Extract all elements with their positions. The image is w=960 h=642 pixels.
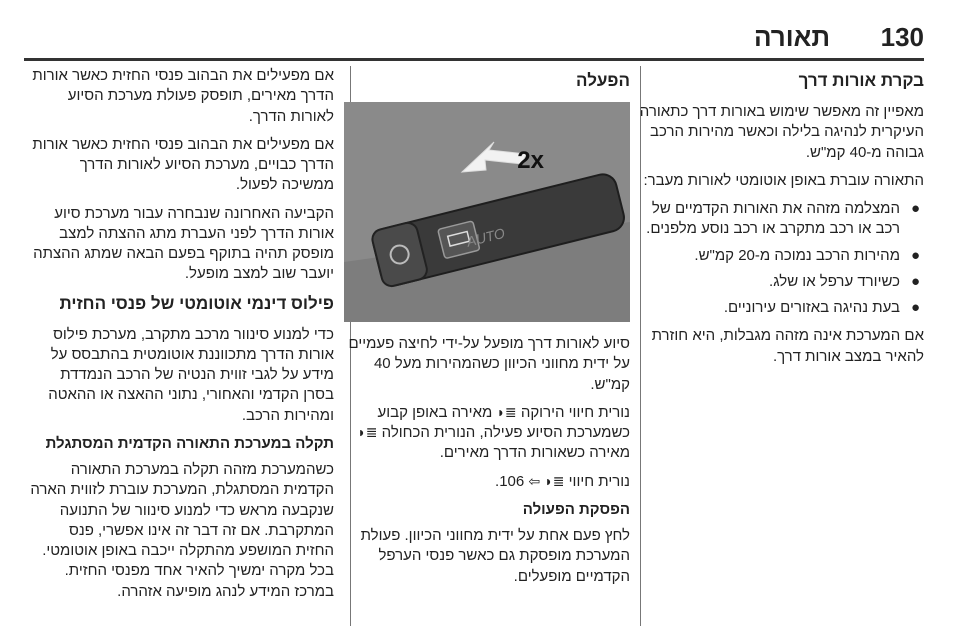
paragraph: לחץ פעם אחת על ידית מחווני הכיוון. פעולת המערכת מופסקת גם כאשר פנסי הערפל הקדמיים מופעלים.: [360, 527, 630, 585]
paragraph: נורית חיווי הירוקה ≣◗ מאירה באופן קבוע כשמערכת הסיוע פעילה, הנורית הכחולה ≣◗ מאירה כשאורות הדרך מאירים.: [357, 403, 630, 462]
lever-illustration: [344, 102, 630, 322]
section-title: תאורה: [753, 22, 830, 52]
bullet-icon: ●: [910, 246, 920, 264]
paragraph: אם המערכת אינה מזהה מגבלות, היא חוזרת להאיר במצב אורות דרך.: [651, 327, 924, 365]
heading-adaptive-light-fault: תקלה במערכת התאורה הקדמית המסתגלת: [45, 434, 334, 452]
bullet-icon: ●: [910, 200, 920, 218]
conditions-list: [638, 199, 924, 318]
page-number: 130: [880, 22, 924, 52]
svg-text:AUTO: AUTO: [465, 224, 507, 250]
paragraph: אם מפעילים את הבהוב פנסי החזית כאשר אורות הדרך מאירים, תופסק פעולת מערכת הסיוע לאורות הדרך.: [32, 67, 334, 125]
paragraph: התאורה עוברת באופן אוטומטי לאורות מעבר:: [643, 171, 924, 189]
high-beam-assist-icon: ≣◗: [544, 472, 565, 489]
heading-high-beam-assist: בקרת אורות דרך: [798, 71, 924, 90]
list-item: ● המצלמה מזהה את האורות הקדמיים של רכב או רכב מתקרב או רכב נוסע מלפנים.: [646, 200, 920, 238]
column-high-beam-assist: [638, 66, 924, 375]
column-activation: [344, 66, 630, 595]
list-item: ● בעת נהיגה באזורים עירוניים.: [638, 298, 924, 318]
paragraph: הקביעה האחרונה שנבחרה עבור מערכת סיוע אורות הדרך לפני העברת מתג ההצתה למצב מופסק תהיה בתוקף בפעם הבאה שמתג ההצתה יועבר שוב למצב מופעל.: [33, 204, 334, 283]
high-beam-assist-icon: ≣◗: [496, 403, 517, 420]
double-press-label: 2x: [517, 147, 544, 175]
list-item: ● כשיורד ערפל או שלג.: [638, 272, 924, 292]
bullet-icon: ●: [910, 299, 920, 317]
bullet-icon: ●: [910, 272, 920, 290]
paragraph: מאפיין זה מאפשר שימוש באורות דרך כתאורה העיקרית לנהיגה בלילה וכאשר מהירות הרכב גבוהה מ-40 קמ"ש.: [639, 103, 924, 161]
turn-signal-lever-drawing: [344, 102, 630, 322]
column-dynamic-leveling: [30, 66, 334, 610]
list-item: ● מהירות הרכב נמוכה מ-20 קמ"ש.: [638, 246, 924, 266]
subheading-deactivation: הפסקת הפעולה: [522, 500, 630, 518]
paragraph: כדי למנוע סינוור מרכב מתקרב, מערכת פילוס אורות הדרך מתכווננת אוטומטית בהתבסס על מידע על לגבי זווית הנטיה של הרכב הנמדדת בסרן הקדמי והאחורי, נתוני ההאצה או ההאטה ומהירות הרכב.: [48, 325, 334, 424]
paragraph: סיוע לאורות דרך מופעל על-ידי לחיצה פעמיים על ידית מחווני הכיוון כשהמהירות מעל 40 קמ"ש.: [348, 335, 630, 393]
header-rule: [24, 58, 924, 61]
page-header: [0, 0, 960, 56]
high-beam-icon: ≣◗: [357, 424, 378, 441]
heading-activation: הפעלה: [576, 71, 630, 90]
paragraph: אם מפעילים את הבהוב פנסי החזית כאשר אורות הדרך כבויים, מערכת הסיוע לאורות הדרך ממשיכה לפעול.: [32, 135, 334, 194]
paragraph: כשהמערכת מזהה תקלה במערכת התאורה הקדמית המסתגלת, המערכת עוברת לזווית הארה שנקבעה מראש כדי למנוע סינוור של התנועה המתקרבת. אם זה דבר זה אינו אפשרי, פנס החזית המושפע מהתקלה ייכבה באופן אוטומטי. בכל מקרה ימשיך להאיר אחד מפנסי החזית. במרכז המידע לנהג מופיעה אזהרה.: [30, 461, 334, 600]
heading-dynamic-leveling: פילוס דינמי אוטומטי של פנסי החזית: [59, 293, 334, 313]
paragraph: נורית חיווי ≣◗ ⇦ 106.: [495, 472, 630, 490]
reference-arrow-icon: ⇦: [528, 472, 541, 489]
